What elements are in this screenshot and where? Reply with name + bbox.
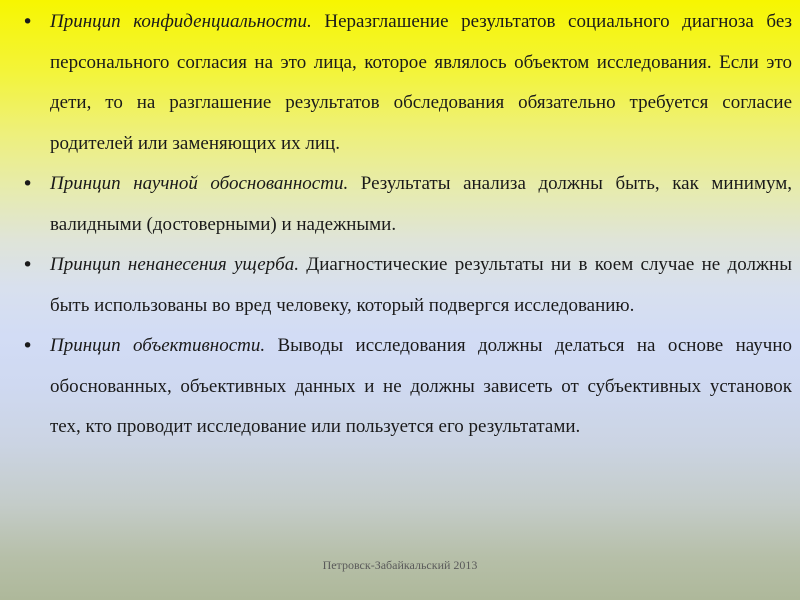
list-item-scientific-validity <box>22 164 792 245</box>
principle-text: Диагностические результаты ни в коем случае не должны быть использованы во вред человеку, который подвергся исследованию. <box>50 254 792 316</box>
bullet-icon: • <box>22 11 34 33</box>
principle-term: Принцип конфиденциальности. <box>50 11 312 32</box>
list-item-no-harm <box>22 245 792 326</box>
list-item-objectivity <box>22 326 792 448</box>
principle-term: Принцип ненанесения ущерба. <box>50 254 299 275</box>
principle-text: Результаты анализа должны быть, как минимум, валидными (достоверными) и надежными. <box>50 173 792 235</box>
bullet-icon: • <box>22 173 34 195</box>
principle-term: Принцип объективности. <box>50 335 266 356</box>
bullet-icon: • <box>22 335 34 357</box>
principle-text: Выводы исследования должны делаться на основе научно обоснованных, объективных данных и не должны зависеть от субъективных установок тех, кто проводит исследование или пользуется его результатами. <box>50 335 792 437</box>
principles-list <box>22 2 792 448</box>
list-item-confidentiality <box>22 2 792 164</box>
principle-term: Принцип научной обоснованности. <box>50 173 349 194</box>
footer-text: Петровск-Забайкальский 2013 <box>322 558 478 572</box>
principle-text: Неразглашение результатов социального диагноза без персонального согласия на это лица, которое являлось объектом исследования. Если это дети, то на разглашение результатов обследования обязательно требуется согласие родителей или заменяющих их лиц. <box>50 11 792 154</box>
bullet-icon: • <box>22 254 34 276</box>
